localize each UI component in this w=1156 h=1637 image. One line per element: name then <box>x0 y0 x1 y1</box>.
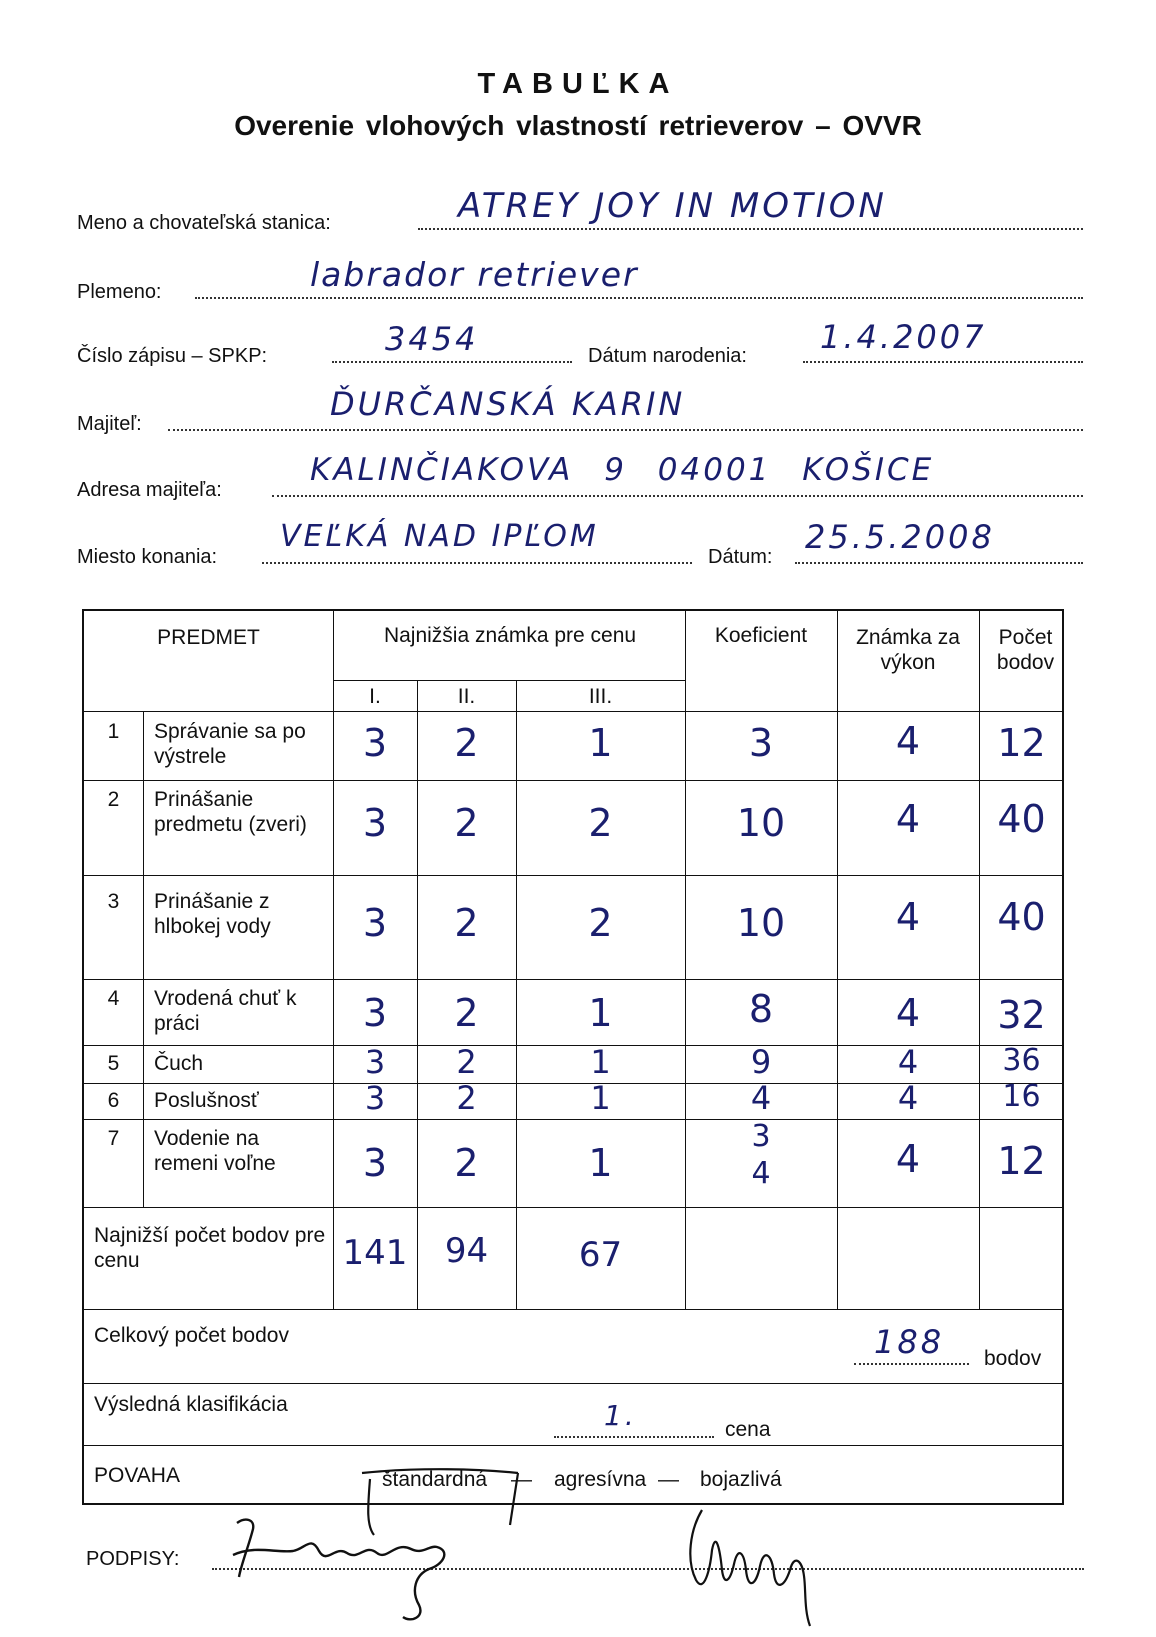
podpisy-label: PODPISY: <box>86 1548 180 1570</box>
row5-name: Čuch <box>154 1052 204 1075</box>
row1-name: Správanie sa po výstrele <box>154 720 306 768</box>
score-table <box>82 609 1064 1505</box>
povaha-dash: — <box>658 1468 679 1491</box>
divider <box>685 611 686 1309</box>
header-znamka: Známka za výkon <box>856 626 960 674</box>
divider <box>84 1383 1064 1384</box>
header-najnizsia: Najnižšia známka pre cenu <box>383 624 637 647</box>
divider <box>333 680 685 681</box>
min-iii[interactable]: 67 <box>578 1235 623 1275</box>
povaha-label: POVAHA <box>94 1464 180 1487</box>
row3-koef[interactable]: 10 <box>736 901 786 945</box>
header-col-i: I. <box>369 685 381 708</box>
plemeno-label: Plemeno: <box>77 281 162 303</box>
celkovy-label: Celkový počet bodov <box>94 1324 289 1347</box>
majitel-value[interactable]: ĎURČANSKÁ KARIN <box>330 385 686 423</box>
row1-ii[interactable]: 2 <box>454 721 479 765</box>
vysledna-dots <box>554 1436 714 1438</box>
row7-i[interactable]: 3 <box>362 1141 388 1185</box>
min-ii[interactable]: 94 <box>444 1231 489 1271</box>
povaha-agresivna[interactable]: agresívna <box>554 1468 647 1491</box>
povaha-standardna[interactable]: štandardná <box>382 1468 488 1491</box>
vysledna-label: Výsledná klasifikácia <box>94 1393 288 1416</box>
celkovy-dots <box>854 1363 969 1365</box>
form-title: TABUĽKA <box>477 68 679 100</box>
row3-num: 3 <box>107 890 120 913</box>
row6-name: Poslušnosť <box>154 1089 259 1112</box>
row4-i[interactable]: 3 <box>362 991 388 1035</box>
row4-iii[interactable]: 1 <box>588 991 613 1035</box>
datum-narodenia-value[interactable]: 1.4.2007 <box>820 318 987 356</box>
divider <box>84 1309 1064 1310</box>
row4-name: Vrodená chuť k práci <box>154 987 297 1035</box>
divider <box>979 611 980 1309</box>
vysledna-value[interactable]: 1. <box>604 1399 637 1432</box>
row1-num: 1 <box>107 720 120 743</box>
row5-body[interactable]: 36 <box>1002 1043 1041 1078</box>
row2-num: 2 <box>107 788 120 811</box>
divider <box>84 875 1064 876</box>
row7-znamka[interactable]: 4 <box>895 1137 921 1181</box>
form-subtitle: Overenie vlohových vlastností retrieverov – OVVR <box>234 110 922 141</box>
divider <box>84 1119 1064 1120</box>
majitel-label: Majiteľ: <box>77 413 142 435</box>
row2-koef[interactable]: 10 <box>736 801 786 845</box>
divider <box>837 611 838 1309</box>
meno-value[interactable]: ATREY JOY IN MOTION <box>458 186 887 226</box>
datum-dots <box>795 562 1083 564</box>
row7-num: 7 <box>107 1127 120 1150</box>
cislo-label: Číslo zápisu – SPKP: <box>77 345 268 367</box>
row2-name: Prinášanie predmetu (zveri) <box>154 788 307 836</box>
signature-1 <box>215 1505 475 1625</box>
row5-num: 5 <box>107 1052 120 1075</box>
row1-i[interactable]: 3 <box>362 721 388 765</box>
celkovy-unit: bodov <box>984 1347 1042 1370</box>
row7-ii[interactable]: 2 <box>454 1141 479 1185</box>
row6-koef[interactable]: 4 <box>750 1079 772 1117</box>
header-col-iii: III. <box>588 685 613 708</box>
povaha-bojazliva[interactable]: bojazlivá <box>700 1468 782 1491</box>
row5-koef[interactable]: 9 <box>750 1043 772 1081</box>
row3-znamka[interactable]: 4 <box>895 895 921 939</box>
row7-iii[interactable]: 1 <box>588 1141 613 1185</box>
row2-znamka[interactable]: 4 <box>895 797 921 841</box>
row3-iii[interactable]: 2 <box>588 901 613 945</box>
row5-iii[interactable]: 1 <box>590 1043 611 1081</box>
datum-narodenia-label: Dátum narodenia: <box>588 345 747 367</box>
povaha-dash: — <box>511 1468 532 1491</box>
header-col-ii: II. <box>457 685 476 708</box>
adresa-value[interactable]: KALINČIAKOVA 9 04001 KOŠICE <box>310 452 935 488</box>
divider <box>84 1207 1064 1208</box>
miesto-value[interactable]: VEĽKÁ NAD IPĽOM <box>280 519 599 554</box>
header-koeficient: Koeficient <box>714 624 808 647</box>
row4-body[interactable]: 32 <box>997 993 1046 1037</box>
row4-ii[interactable]: 2 <box>454 991 479 1035</box>
cislo-value[interactable]: 3454 <box>385 320 479 358</box>
row3-i[interactable]: 3 <box>362 901 388 945</box>
row2-i[interactable]: 3 <box>362 801 388 845</box>
row2-iii[interactable]: 2 <box>588 801 613 845</box>
plemeno-value[interactable]: labrador retriever <box>310 255 639 294</box>
min-label: Najnižší počet bodov pre cenu <box>94 1224 326 1272</box>
divider <box>84 711 1064 712</box>
datum-label: Dátum: <box>708 546 773 568</box>
row1-koef[interactable]: 3 <box>748 721 774 765</box>
row7-koef[interactable]: 3 <box>751 1119 771 1154</box>
datum-value[interactable]: 25.5.2008 <box>805 518 995 556</box>
divider <box>143 711 144 1207</box>
celkovy-value[interactable]: 188 <box>874 1323 945 1361</box>
header-pocet: Počet bodov <box>996 626 1055 674</box>
row6-body[interactable]: 16 <box>1002 1079 1041 1114</box>
row2-ii[interactable]: 2 <box>454 801 479 845</box>
row4-num: 4 <box>107 987 120 1010</box>
row1-iii[interactable]: 1 <box>588 721 613 765</box>
row3-ii[interactable]: 2 <box>454 901 479 945</box>
datum-narodenia-dots <box>803 361 1083 363</box>
plemeno-dots <box>195 297 1083 299</box>
row3-name: Prinášanie z hlbokej vody <box>154 890 271 938</box>
vysledna-unit: cena <box>725 1418 771 1441</box>
row1-body[interactable]: 12 <box>997 721 1046 765</box>
majitel-dots <box>168 429 1083 431</box>
miesto-label: Miesto konania: <box>77 546 218 568</box>
row4-koef[interactable]: 8 <box>748 987 774 1031</box>
row3-body[interactable]: 40 <box>997 895 1046 939</box>
adresa-label: Adresa majiteľa: <box>77 479 222 501</box>
row6-ii[interactable]: 2 <box>456 1079 477 1117</box>
row2-body[interactable]: 40 <box>997 797 1046 841</box>
header-predmet: PREDMET <box>157 626 260 649</box>
row7-body[interactable]: 12 <box>997 1139 1046 1183</box>
signature-2 <box>680 1490 870 1630</box>
row1-znamka[interactable]: 4 <box>895 719 921 763</box>
min-i[interactable]: 141 <box>342 1233 408 1273</box>
divider <box>84 1445 1064 1446</box>
row6-i[interactable]: 3 <box>364 1079 386 1117</box>
meno-dots <box>418 228 1083 230</box>
row6-num: 6 <box>107 1089 120 1112</box>
row7-koef-2[interactable]: 4 <box>751 1156 771 1191</box>
divider <box>333 611 334 1309</box>
row4-znamka[interactable]: 4 <box>895 991 921 1035</box>
row5-ii[interactable]: 2 <box>456 1043 477 1081</box>
row6-iii[interactable]: 1 <box>590 1079 611 1117</box>
row5-znamka[interactable]: 4 <box>897 1043 919 1081</box>
row6-znamka[interactable]: 4 <box>897 1079 919 1117</box>
meno-label: Meno a chovateľská stanica: <box>77 212 331 234</box>
divider <box>84 780 1064 781</box>
miesto-dots <box>262 562 692 564</box>
row5-i[interactable]: 3 <box>364 1043 386 1081</box>
adresa-dots <box>272 495 1083 497</box>
cislo-dots <box>332 361 572 363</box>
row7-name: Vodenie na remeni voľne <box>154 1127 276 1175</box>
divider <box>84 979 1064 980</box>
